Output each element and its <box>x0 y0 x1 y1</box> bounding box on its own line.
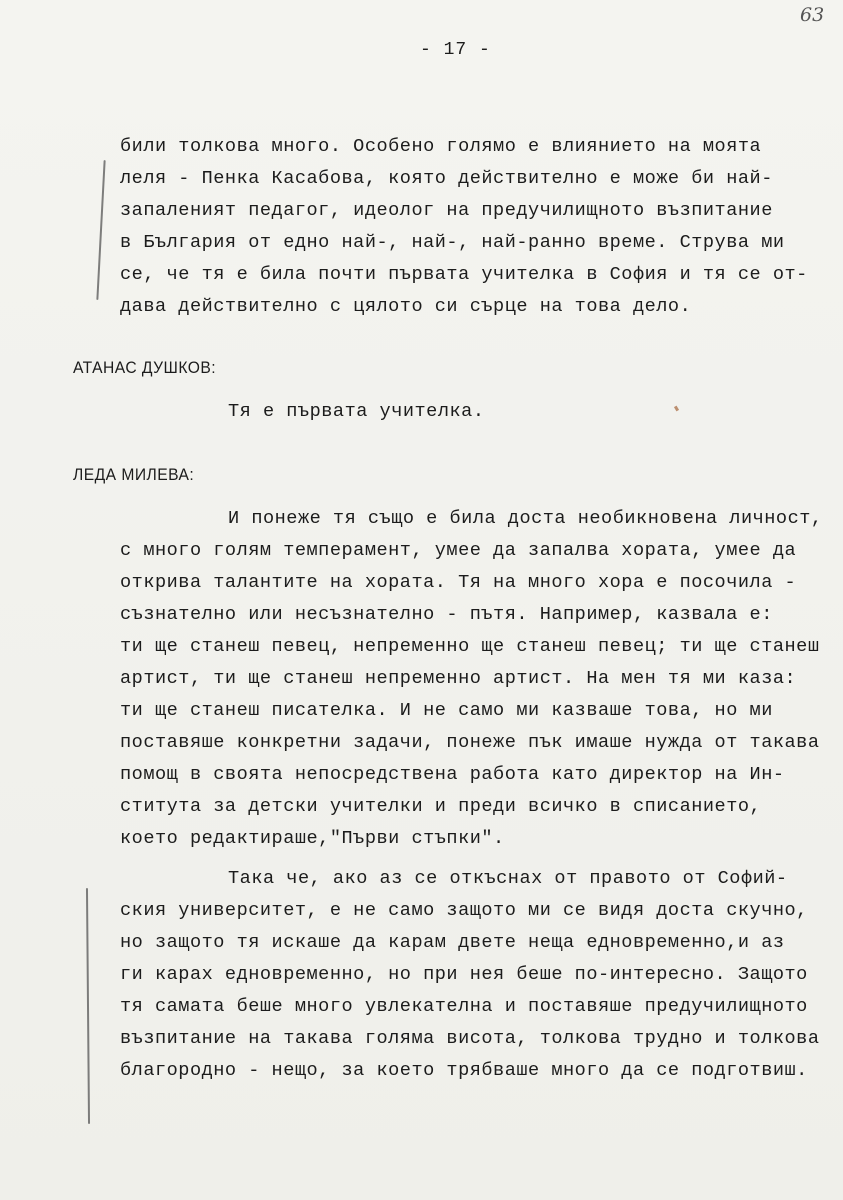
text-line: Така че, ако аз се откъснах от правото от Софий- <box>228 868 788 889</box>
text-line: ги карах едновременно, но при нея беше по-интересно. Защото <box>120 964 808 985</box>
text-line: тя самата беше много увлекателна и поставяше предучилищното <box>120 996 808 1017</box>
text-line: ския университет, е не само защото ми се видя доста скучно, <box>120 900 808 921</box>
text-line: ститута за детски учителки и преди всичко в списанието, <box>120 796 762 817</box>
text-line: което редактираше,"Първи стъпки". <box>120 828 505 849</box>
text-line: леля - Пенка Касабова, която действително е може би най- <box>120 168 773 189</box>
margin-line-mark <box>86 888 90 1124</box>
speech-line: Тя е първата учителка. <box>228 401 485 422</box>
text-line: И понеже тя също е била доста необикновена личност, <box>228 508 823 529</box>
text-line: артист, ти ще станеш непременно артист. На мен тя ми каза: <box>120 668 797 689</box>
text-line: дава действително с цялото си сърце на това дело. <box>120 296 692 317</box>
text-line: с много голям темперамент, умее да запалва хората, умее да <box>120 540 797 561</box>
ink-speck <box>674 406 679 412</box>
text-line: ти ще станеш писателка. И не само ми казваше това, но ми <box>120 700 773 721</box>
text-line: съзнателно или несъзнателно - пътя. Например, казвала е: <box>120 604 773 625</box>
text-line: в България от едно най-, най-, най-ранно време. Струва ми <box>120 232 785 253</box>
speaker-name: ЛЕДА МИЛЕВА: <box>73 465 195 484</box>
handwritten-page-number: 63 <box>800 4 825 26</box>
text-line: помощ в своята непосредствена работа като директор на Ин- <box>120 764 785 785</box>
margin-line-mark <box>96 160 105 300</box>
text-line: благородно - нещо, за което трябваше много да се подготвиш. <box>120 1060 808 1081</box>
text-line: запаленият педагог, идеолог на предучилищното възпитание <box>120 200 773 221</box>
text-line: възпитание на такава голяма висота, толкова трудно и толкова <box>120 1028 820 1049</box>
text-line: но защото тя искаше да карам двете неща едновременно,и аз <box>120 932 785 953</box>
text-line: били толкова много. Особено голямо е влиянието на моята <box>120 136 762 157</box>
text-line: поставяше конкретни задачи, понеже пък имаше нужда от такава <box>120 732 820 753</box>
text-line: се, че тя е била почти първата учителка в София и тя се от- <box>120 264 808 285</box>
text-line: открива талантите на хората. Тя на много хора е посочила - <box>120 572 797 593</box>
speaker-name: АТАНАС ДУШКОВ: <box>73 358 217 377</box>
text-line: ти ще станеш певец, непременно ще станеш певец; ти ще станеш <box>120 636 820 657</box>
page-number: - 17 - <box>420 40 491 60</box>
